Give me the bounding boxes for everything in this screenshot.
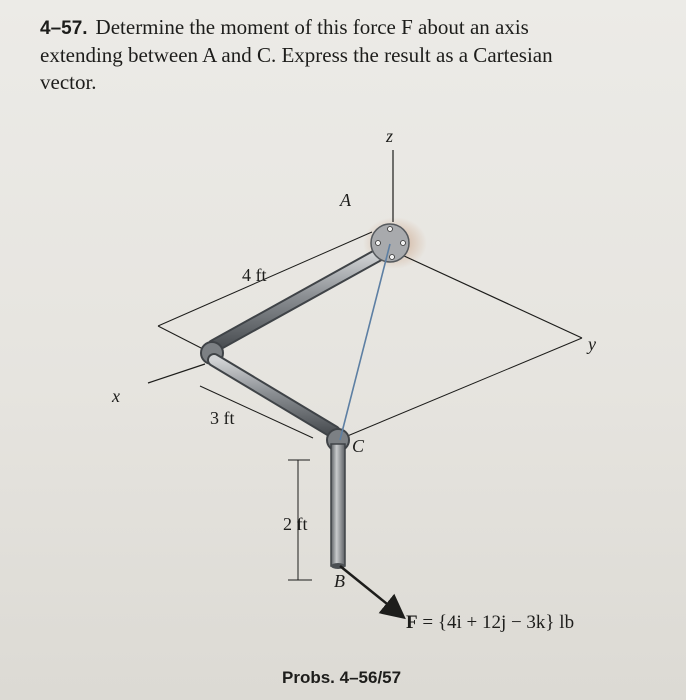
ground-line-x (345, 338, 582, 437)
dimension-3ft: 3 ft (210, 408, 235, 428)
label-x: x (112, 386, 120, 406)
dimension-4ft: 4 ft (242, 265, 267, 285)
y-axis (402, 255, 582, 338)
force-expression (406, 612, 574, 634)
label-y: y (588, 334, 596, 354)
figure-caption: Probs. 4–56/57 (282, 668, 402, 687)
problem-text-line-1: Determine the moment of this force F about an axis (95, 15, 529, 39)
x-axis (148, 364, 205, 383)
pipe-segment-vertical (331, 444, 345, 566)
mount-bolt-4 (390, 255, 395, 260)
pipe-segment-a-shade (214, 254, 380, 346)
problem-text-line-3: vector. (40, 70, 97, 94)
label-c: C (352, 436, 365, 456)
force-arrow (340, 566, 402, 616)
problem-number: 4–57. (40, 18, 88, 39)
mount-bolt-3 (376, 241, 381, 246)
extension-line-4ft (158, 326, 205, 350)
force-value: = {4i + 12j − 3k} lb (422, 612, 575, 633)
mount-bolt-2 (401, 241, 406, 246)
label-b: B (334, 571, 345, 591)
problem-text-line-2: extending between A and C. Express the result as a Cartesian (40, 43, 553, 67)
label-a: A (340, 190, 351, 210)
dimension-2ft: 2 ft (283, 514, 308, 534)
mount-bolt-1 (388, 227, 393, 232)
force-symbol: F (406, 612, 418, 633)
label-z: z (386, 126, 394, 146)
